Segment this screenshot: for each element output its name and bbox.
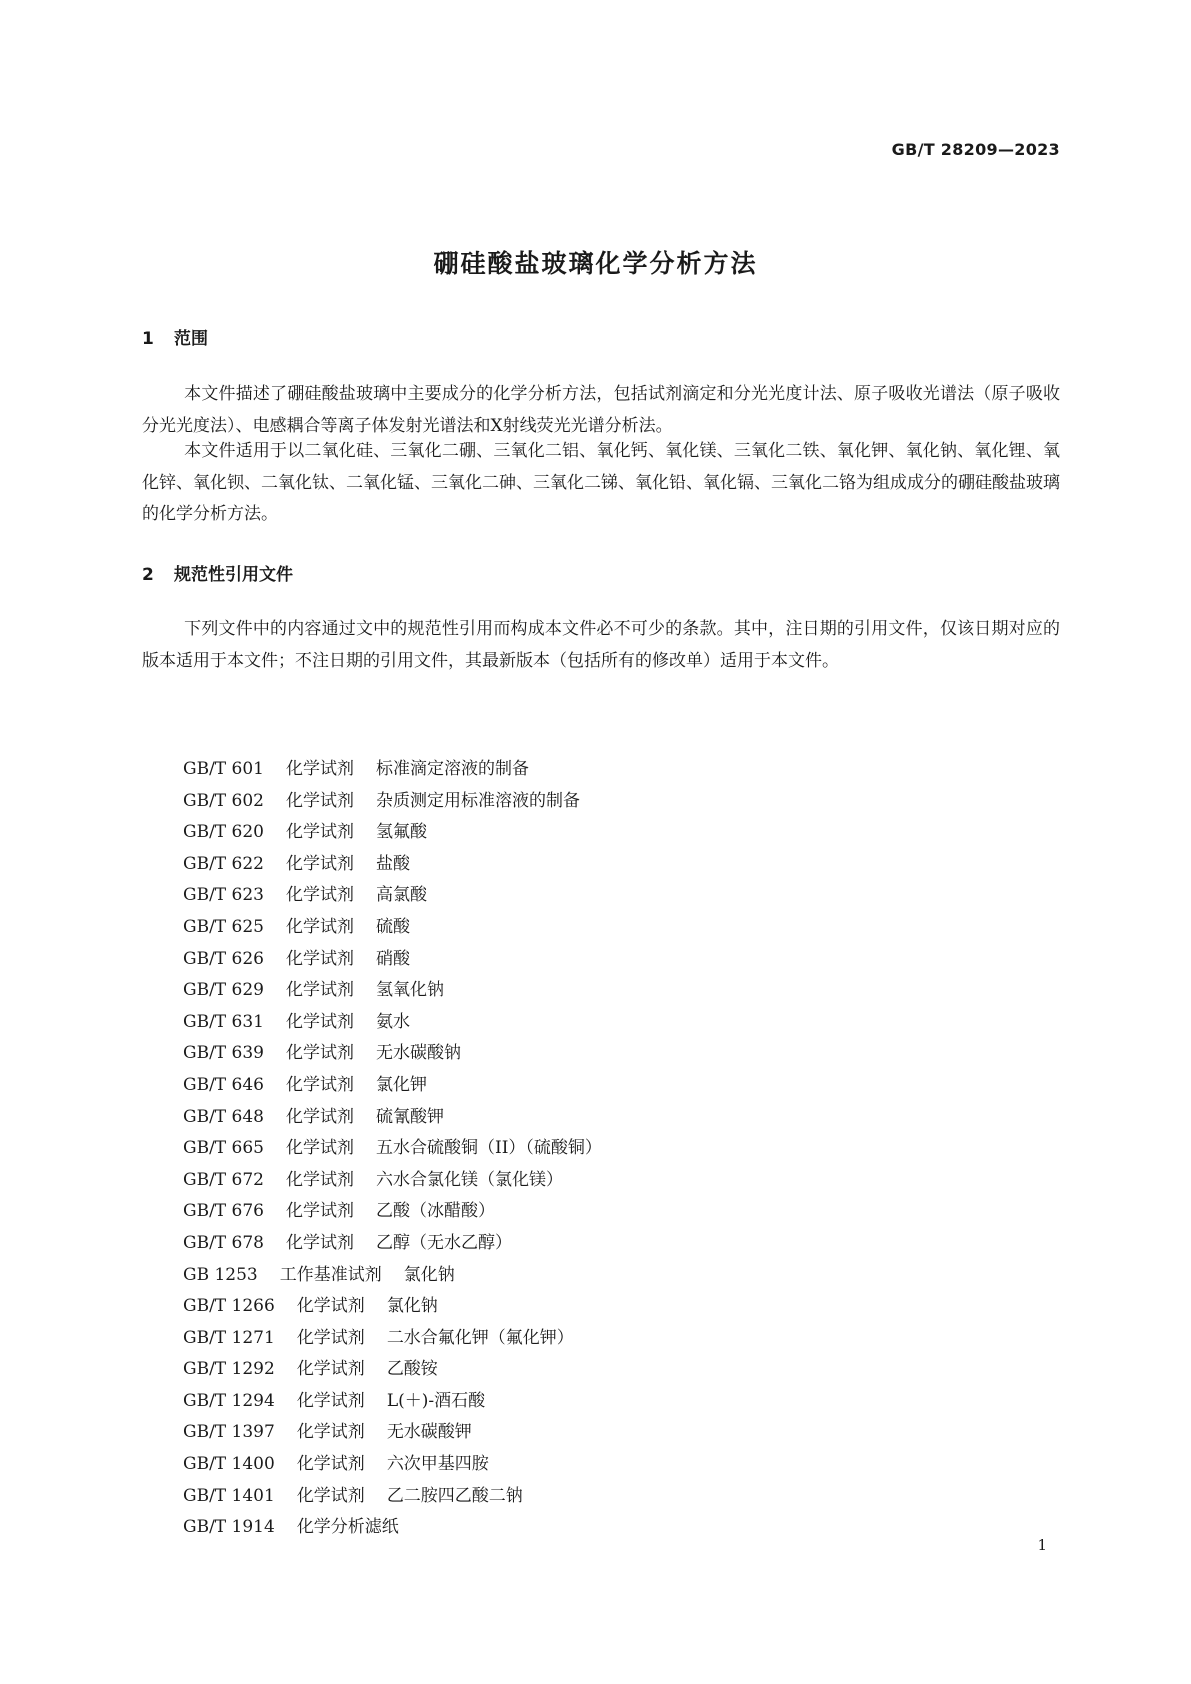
reference-code: GB/T 665	[183, 1138, 264, 1159]
standard-number: GB/T 28209—2023	[891, 140, 1060, 159]
scope-paragraph-2	[142, 436, 1060, 531]
reference-item	[183, 1102, 602, 1134]
reference-item	[183, 975, 602, 1007]
reference-name: 二水合氟化钾（氟化钾）	[386, 1327, 574, 1348]
reference-name: L(＋)-酒石酸	[386, 1390, 486, 1411]
reference-name: 杂质测定用标准溶液的制备	[376, 790, 580, 811]
paragraph-text: 本文件适用于以二氧化硅、三氧化二硼、三氧化二铝、氧化钙、氧化镁、三氧化二铁、氧化钾、氧化钠、氧化锂、氧化锌、氧化钡、二氧化钛、二氧化锰、三氧化二砷、三氧化二锑、氧化铅、氧化镉、三氧化二铬为组成成分的硼硅酸盐玻璃的化学分析方法。	[142, 441, 1060, 524]
section-title: 范围	[174, 329, 208, 349]
reference-category: 化学试剂	[286, 916, 354, 937]
reference-code: GB/T 1400	[183, 1454, 275, 1475]
reference-category: 化学试剂	[286, 759, 354, 779]
reference-name: 氯化钠	[386, 1296, 438, 1317]
reference-name: 标准滴定溶液的制备	[376, 759, 529, 779]
reference-code: GB/T 631	[183, 1011, 264, 1032]
reference-category: 化学试剂	[286, 1106, 354, 1127]
reference-item	[183, 1386, 602, 1418]
reference-code: GB/T 1292	[183, 1359, 275, 1380]
reference-category: 化学分析滤纸	[296, 1517, 399, 1538]
reference-category: 化学试剂	[286, 1138, 354, 1159]
section-number: 2	[142, 565, 154, 585]
reference-item	[183, 1449, 602, 1481]
reference-name: 氢氧化钠	[376, 980, 444, 1001]
reference-item	[183, 1354, 602, 1386]
reference-name: 硫酸	[376, 916, 410, 937]
reference-name: 乙酸铵	[386, 1359, 438, 1380]
reference-code: GB/T 1271	[183, 1327, 275, 1348]
paragraph-text: 本文件描述了硼硅酸盐玻璃中主要成分的化学分析方法，包括试剂滴定和分光光度计法、原子吸收光谱法（原子吸收分光光度法）、电感耦合等离子体发射光谱法和X射线荧光光谱分析法。	[142, 384, 1060, 436]
reference-name: 无水碳酸钠	[376, 1043, 461, 1064]
reference-name: 六水合氯化镁（氯化镁）	[376, 1169, 563, 1190]
reference-category: 化学试剂	[286, 1011, 354, 1032]
reference-name: 五水合硫酸铜（II）（硫酸铜）	[376, 1138, 602, 1159]
reference-code: GB/T 648	[183, 1106, 264, 1127]
references-intro-paragraph	[142, 614, 1060, 677]
reference-category: 化学试剂	[286, 1169, 354, 1190]
reference-code: GB/T 1401	[183, 1485, 275, 1506]
reference-item	[183, 1512, 602, 1544]
reference-category: 化学试剂	[286, 885, 354, 906]
reference-category: 化学试剂	[286, 790, 354, 811]
reference-code: GB/T 622	[183, 853, 264, 874]
reference-item	[183, 1291, 602, 1323]
reference-category: 化学试剂	[286, 1201, 354, 1222]
reference-code: GB/T 1294	[183, 1390, 275, 1411]
reference-code: GB/T 620	[183, 822, 264, 843]
reference-item	[183, 1417, 602, 1449]
reference-category: 化学试剂	[296, 1390, 365, 1411]
reference-item	[183, 1070, 602, 1102]
section-title: 规范性引用文件	[174, 565, 293, 585]
reference-item	[183, 1260, 602, 1292]
reference-category: 化学试剂	[286, 1074, 354, 1095]
reference-category: 化学试剂	[286, 980, 354, 1001]
reference-name: 氨水	[376, 1011, 410, 1032]
reference-item	[183, 880, 602, 912]
reference-name: 乙酸（冰醋酸）	[376, 1201, 495, 1222]
reference-item	[183, 1481, 602, 1513]
reference-category: 化学试剂	[296, 1422, 365, 1443]
reference-code: GB/T 629	[183, 980, 264, 1001]
reference-code: GB/T 646	[183, 1074, 264, 1095]
reference-name: 高氯酸	[376, 885, 427, 906]
reference-name: 六次甲基四胺	[386, 1454, 489, 1475]
reference-item	[183, 944, 602, 976]
document-title: 硼硅酸盐玻璃化学分析方法	[433, 249, 758, 278]
reference-category: 化学试剂	[286, 1043, 354, 1064]
reference-name: 氯化钠	[403, 1264, 455, 1285]
section-heading-normative-references	[142, 560, 293, 585]
reference-code: GB/T 1266	[183, 1296, 275, 1317]
reference-category: 化学试剂	[286, 822, 354, 843]
reference-name: 乙二胺四乙酸二钠	[386, 1485, 523, 1506]
reference-name: 硝酸	[376, 948, 410, 969]
reference-category: 化学试剂	[286, 853, 354, 874]
page-number: 1	[1037, 1536, 1047, 1554]
reference-name: 硫氰酸钾	[376, 1106, 444, 1127]
scope-paragraph-1	[142, 379, 1060, 442]
reference-category: 工作基准试剂	[279, 1264, 382, 1285]
reference-item	[183, 754, 602, 786]
reference-item	[183, 1165, 602, 1197]
reference-list	[183, 754, 602, 1544]
reference-name: 氯化钾	[376, 1074, 427, 1095]
reference-code: GB/T 639	[183, 1043, 264, 1064]
reference-category: 化学试剂	[296, 1327, 365, 1348]
section-heading-scope	[142, 324, 208, 349]
reference-code: GB/T 626	[183, 948, 264, 969]
reference-category: 化学试剂	[296, 1485, 365, 1506]
reference-code: GB/T 678	[183, 1232, 264, 1253]
reference-name: 盐酸	[376, 853, 410, 874]
reference-code: GB/T 602	[183, 790, 264, 811]
reference-code: GB/T 1914	[183, 1517, 275, 1538]
reference-code: GB/T 672	[183, 1169, 264, 1190]
reference-code: GB/T 601	[183, 759, 264, 779]
paragraph-text: 下列文件中的内容通过文中的规范性引用而构成本文件必不可少的条款。其中，注日期的引用文件，仅该日期对应的版本适用于本文件；不注日期的引用文件，其最新版本（包括所有的修改单）适用于本文件。	[142, 619, 1060, 671]
reference-category: 化学试剂	[296, 1454, 365, 1475]
reference-item	[183, 849, 602, 881]
reference-item	[183, 1323, 602, 1355]
reference-item	[183, 912, 602, 944]
reference-name: 氢氟酸	[376, 822, 427, 843]
reference-category: 化学试剂	[296, 1359, 365, 1380]
reference-item	[183, 786, 602, 818]
reference-code: GB/T 623	[183, 885, 264, 906]
reference-code: GB/T 1397	[183, 1422, 275, 1443]
reference-category: 化学试剂	[286, 1232, 354, 1253]
reference-code: GB/T 676	[183, 1201, 264, 1222]
reference-item	[183, 1228, 602, 1260]
reference-item	[183, 1038, 602, 1070]
section-number: 1	[142, 329, 154, 349]
reference-code: GB/T 625	[183, 916, 264, 937]
reference-item	[183, 1196, 602, 1228]
reference-category: 化学试剂	[286, 948, 354, 969]
reference-item	[183, 817, 602, 849]
reference-name: 无水碳酸钾	[386, 1422, 472, 1443]
reference-item	[183, 1007, 602, 1039]
reference-category: 化学试剂	[296, 1296, 365, 1317]
reference-item	[183, 1133, 602, 1165]
reference-code: GB 1253	[183, 1264, 258, 1285]
reference-name: 乙醇（无水乙醇）	[376, 1232, 512, 1253]
